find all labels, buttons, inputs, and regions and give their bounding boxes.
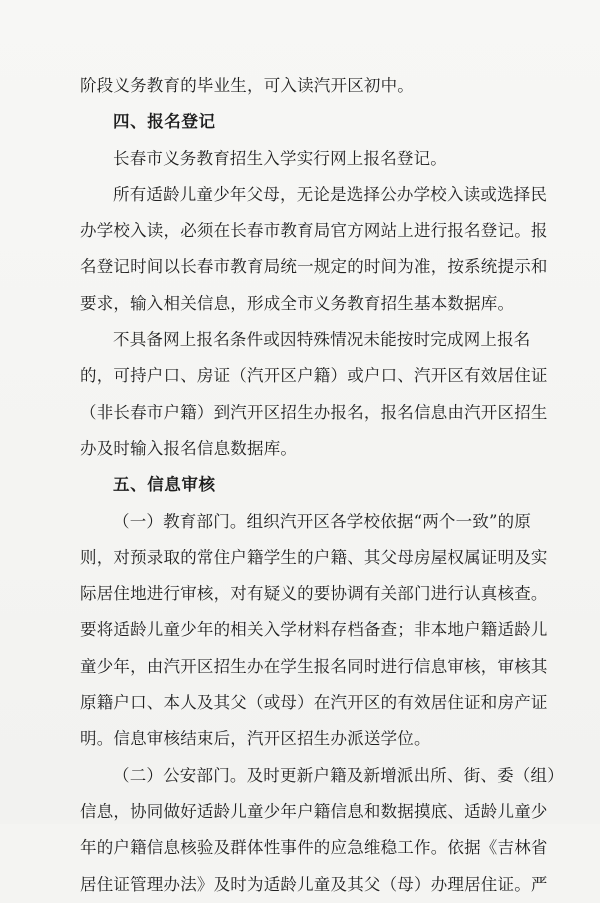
text-line: 童少年，由汽开区招生办在学生报名同时进行信息审核，审核其 <box>80 656 548 676</box>
text-line: 阶段义务教育的毕业生，可入读汽开区初中。 <box>80 76 414 95</box>
text-line: 则，对预录取的常住户籍学生的户籍、其父母房屋权属证明及实 <box>80 547 548 567</box>
text-line: 办学校入读，必须在长春市教育局官方网站上进行报名登记。报 <box>80 221 548 241</box>
section-heading-information-review: 五、信息审核 <box>113 475 216 495</box>
text-line: 不具备网上报名条件或因特殊情况未能按时完成网上报名 <box>113 330 531 350</box>
text-line: （非长春市户籍）到汽开区招生办报名，报名信息由汽开区招生 <box>80 402 548 422</box>
text-line: 际居住地进行审核，对有疑义的要协调有关部门进行认真核查。 <box>80 584 548 604</box>
text-line: 年的户籍信息核验及群体性事件的应急维稳工作。依据《吉林省 <box>80 838 548 858</box>
text-line: 要将适龄儿童少年的相关入学材料存档备查；非本地户籍适龄儿 <box>80 620 548 640</box>
text-line: （一）教育部门。组织汽开区各学校依据“两个一致”的原 <box>113 511 532 531</box>
text-line: 信息，协同做好适龄儿童少年户籍信息和数据摸底、适龄儿童少 <box>80 801 548 821</box>
text-line: 要求，输入相关信息，形成全市义务教育招生基本数据库。 <box>80 293 515 313</box>
text-line: 原籍户口、本人及其父（或母）在汽开区的有效居住证和房产证 <box>80 693 548 713</box>
text-line: 长春市义务教育招生入学实行网上报名登记。 <box>113 148 447 168</box>
text-line: 所有适龄儿童少年父母，无论是选择公办学校入读或选择民 <box>113 184 548 204</box>
text-line: 明。信息审核结束后，汽开区招生办派送学位。 <box>80 729 431 749</box>
text-line: 居住证管理办法》及时为适龄儿童及其父（母）办理居住证。严 <box>80 874 548 894</box>
text-line: （二）公安部门。及时更新户籍及新增派出所、街、委（组） <box>113 765 564 785</box>
text-line: 办及时输入报名信息数据库。 <box>80 438 298 458</box>
section-heading-registration: 四、报名登记 <box>113 112 216 132</box>
text-line: 的，可持户口、房证（汽开区户籍）或户口、汽开区有效居住证 <box>80 366 548 386</box>
text-line: 名登记时间以长春市教育局统一规定的时间为准，按系统提示和 <box>80 257 548 277</box>
document-body <box>80 68 564 903</box>
